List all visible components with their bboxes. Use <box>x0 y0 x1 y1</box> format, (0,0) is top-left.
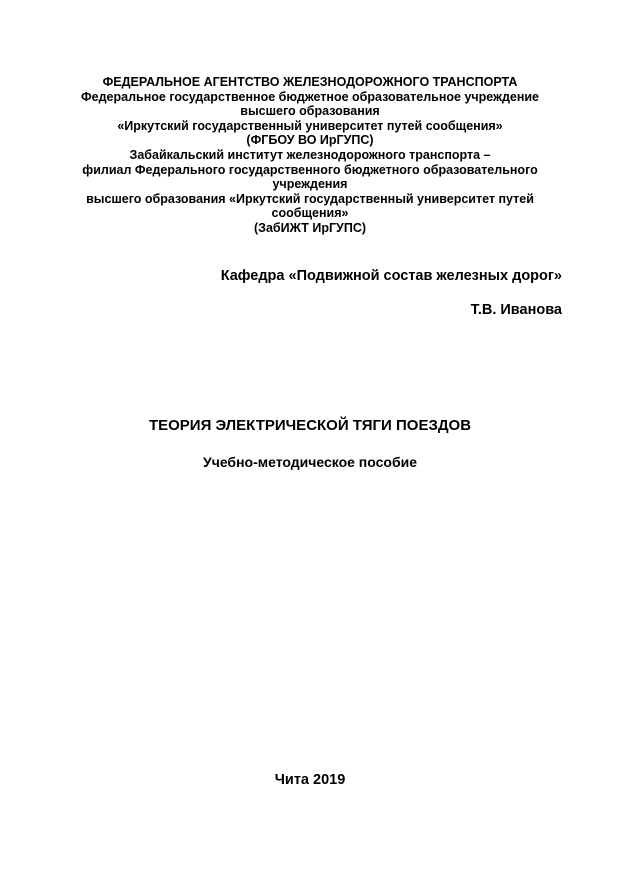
header-line-university-abbr: (ФГБОУ ВО ИрГУПС) <box>246 133 374 147</box>
institute-line-6: (ЗабИЖТ ИрГУПС) <box>253 220 367 235</box>
document-title: ТЕОРИЯ ЭЛЕКТРИЧЕСКОЙ ТЯГИ ПОЕЗДОВ <box>148 417 472 434</box>
header-organization-block <box>0 75 620 148</box>
header-line-education-level: высшего образования <box>240 104 380 118</box>
institute-line-1: Забайкальский институт железнодорожного транспорта – <box>129 148 491 162</box>
header-line-agency: ФЕДЕРАЛЬНОЕ АГЕНТСТВО ЖЕЛЕЗНОДОРОЖНОГО ТРАНСПОРТА <box>102 75 518 89</box>
institute-line-4: высшего образования «Иркутский государственный университет путей <box>86 191 534 206</box>
department-name: Кафедра «Подвижной состав железных дорог» <box>220 268 562 284</box>
header-line-institution-type: Федеральное государственное бюджетное образовательное учреждение <box>80 89 540 104</box>
document-subtitle: Учебно-методическое пособие <box>202 454 417 470</box>
city-year: Чита 2019 <box>274 772 346 788</box>
institute-line-2: филиал Федерального государственного бюджетного образовательного <box>82 162 538 177</box>
author-name: Т.В. Иванова <box>470 302 562 318</box>
header-line-university-name: «Иркутский государственный университет путей сообщения» <box>117 118 503 133</box>
institute-line-5: сообщения» <box>271 206 349 220</box>
institute-line-3: учреждения <box>272 177 348 191</box>
institute-block <box>0 148 620 235</box>
